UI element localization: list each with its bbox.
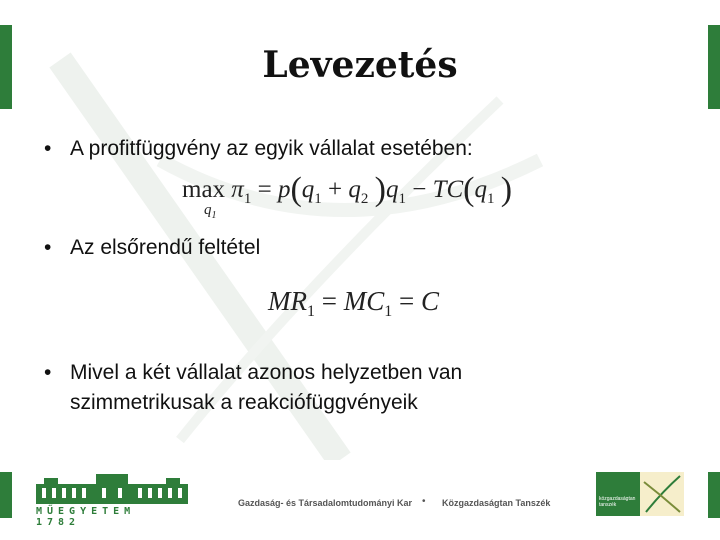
bullet-symbol: •: [44, 361, 52, 384]
bullet-item: [44, 233, 644, 263]
bullet-text: Mivel a két vállalat azonos helyzetben van szimmetrikusak a reakciófüggvényeik: [70, 361, 463, 414]
left-footer-bar: [0, 472, 12, 518]
footer-department: Közgazdaságtan Tanszék: [442, 498, 551, 508]
bullet-symbol: •: [44, 236, 52, 259]
university-logo-text: MŰEGYETEM 1782: [36, 506, 136, 528]
department-logo-graphic: [640, 472, 684, 516]
right-footer-bar: [708, 472, 720, 518]
bullet-item: [44, 358, 604, 418]
bullet-item: [44, 134, 644, 164]
slide-title: Levezetés: [262, 44, 458, 86]
profit-function-formula: $\max \pi_1 = p(q_1 + q_2$ )$q_1 - TC(q_1$ ) $q_1$: [182, 171, 513, 221]
university-building-logo: [36, 470, 188, 504]
bullet-text: A profitfüggvény az egyik vállalat esetében:: [70, 137, 473, 160]
footer-separator: •: [422, 496, 426, 507]
bullet-text: Az elsőrendű feltétel: [70, 236, 261, 259]
footer-faculty: Gazdaság- és Társadalomtudományi Kar: [238, 498, 413, 508]
department-logo: [596, 472, 640, 516]
bullet-symbol: •: [44, 137, 52, 160]
department-logo-text: közgazdaságtan tanszék: [599, 496, 636, 508]
first-order-condition-formula: $MR_1 = MC_1 = C$: [268, 286, 439, 320]
